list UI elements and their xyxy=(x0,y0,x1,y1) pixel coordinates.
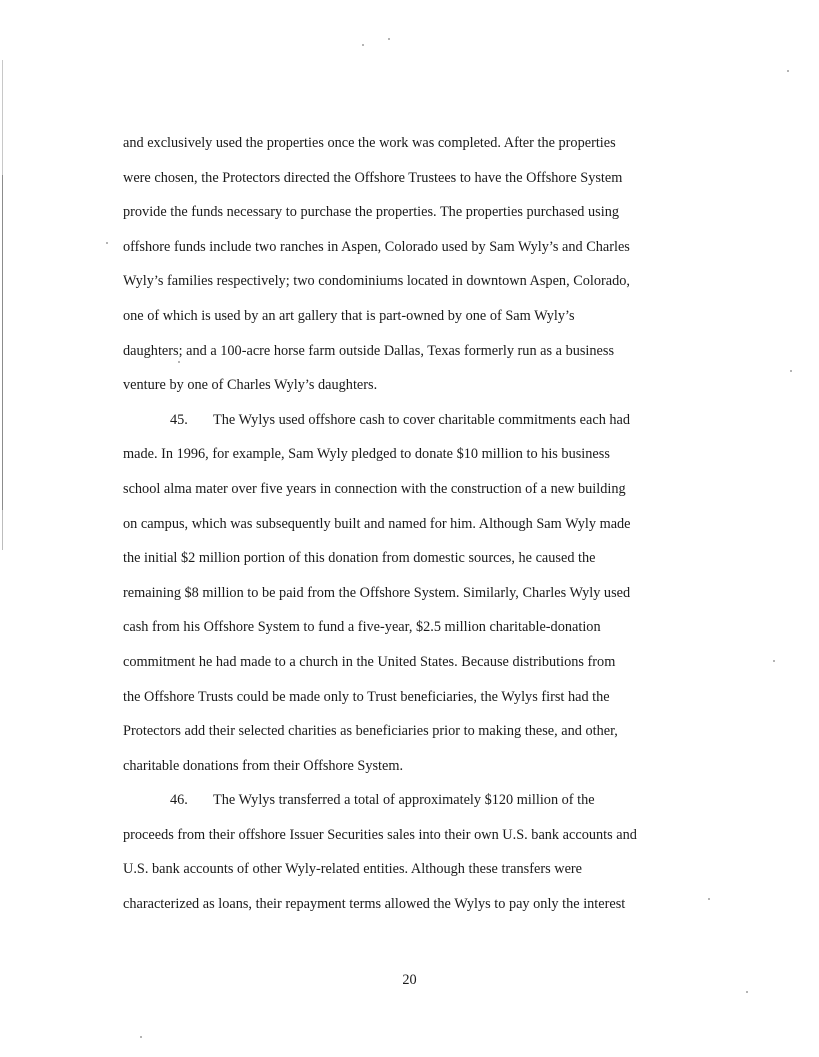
scan-speck xyxy=(746,991,748,993)
scan-speck xyxy=(106,242,108,244)
scan-speck xyxy=(773,660,775,662)
text-line: were chosen, the Protectors directed the Offshore Trustees to have the Offshore System xyxy=(123,169,623,186)
paragraph-number: 46. xyxy=(170,792,188,809)
text-line: daughters; and a 100-acre horse farm outside Dallas, Texas formerly run as a business xyxy=(123,342,615,359)
text-line: and exclusively used the properties once the work was completed. After the properties xyxy=(123,135,616,151)
text-line: U.S. bank accounts of other Wyly-related entities. Although these transfers were xyxy=(123,861,583,878)
scan-margin-line xyxy=(2,510,3,550)
text-line: provide the funds necessary to purchase the properties. The properties purchased using xyxy=(123,204,619,221)
text-run: The Wylys used offshore cash to cover charitable commitments each had xyxy=(213,411,631,428)
text-line: Wyly’s families respectively; two condominiums located in downtown Aspen, Colorado, xyxy=(123,273,630,290)
text-line: made. In 1996, for example, Sam Wyly pledged to donate $10 million to his business xyxy=(123,446,610,463)
text-line: Protectors add their selected charities as beneficiaries prior to making these, and other, xyxy=(123,723,618,740)
scan-speck xyxy=(388,38,390,40)
text-line: school alma mater over five years in connection with the construction of a new building xyxy=(123,480,626,497)
text-line: the Offshore Trusts could be made only to Trust beneficiaries, the Wylys first had the xyxy=(123,688,610,705)
text-line: venture by one of Charles Wyly’s daughters. xyxy=(123,377,378,394)
paragraph-46-first-line xyxy=(123,783,668,818)
text-line: remaining $8 million to be paid from the Offshore System. Similarly, Charles Wyly used xyxy=(123,584,631,601)
body-text xyxy=(123,126,668,922)
text-line: proceeds from their offshore Issuer Securities sales into their own U.S. bank accounts and xyxy=(123,826,637,843)
scan-margin-line xyxy=(2,60,3,180)
scan-speck xyxy=(362,44,364,46)
paragraph-number: 45. xyxy=(170,411,188,428)
text-run: The Wylys transferred a total of approximately $120 million of the xyxy=(213,792,595,809)
scan-margin-line xyxy=(2,175,3,510)
text-line: charitable donations from their Offshore System. xyxy=(123,757,404,774)
page-number: 20 xyxy=(402,972,417,988)
scan-speck xyxy=(790,370,792,372)
paragraph-45-first-line xyxy=(123,403,668,438)
text-line: one of which is used by an art gallery that is part-owned by one of Sam Wyly’s xyxy=(123,307,575,324)
text-line: commitment he had made to a church in the United States. Because distributions from xyxy=(123,653,616,670)
text-line: offshore funds include two ranches in Aspen, Colorado used by Sam Wyly’s and Charles xyxy=(123,238,630,255)
scan-speck xyxy=(708,898,710,900)
text-line: cash from his Offshore System to fund a five-year, $2.5 million charitable-donation xyxy=(123,619,601,636)
scan-speck xyxy=(140,1036,142,1038)
text-line: on campus, which was subsequently built and named for him. Although Sam Wyly made xyxy=(123,515,631,532)
scan-speck xyxy=(787,70,789,72)
text-line: characterized as loans, their repayment terms allowed the Wylys to pay only the interest xyxy=(123,896,626,913)
text-line: the initial $2 million portion of this donation from domestic sources, he caused the xyxy=(123,550,596,567)
